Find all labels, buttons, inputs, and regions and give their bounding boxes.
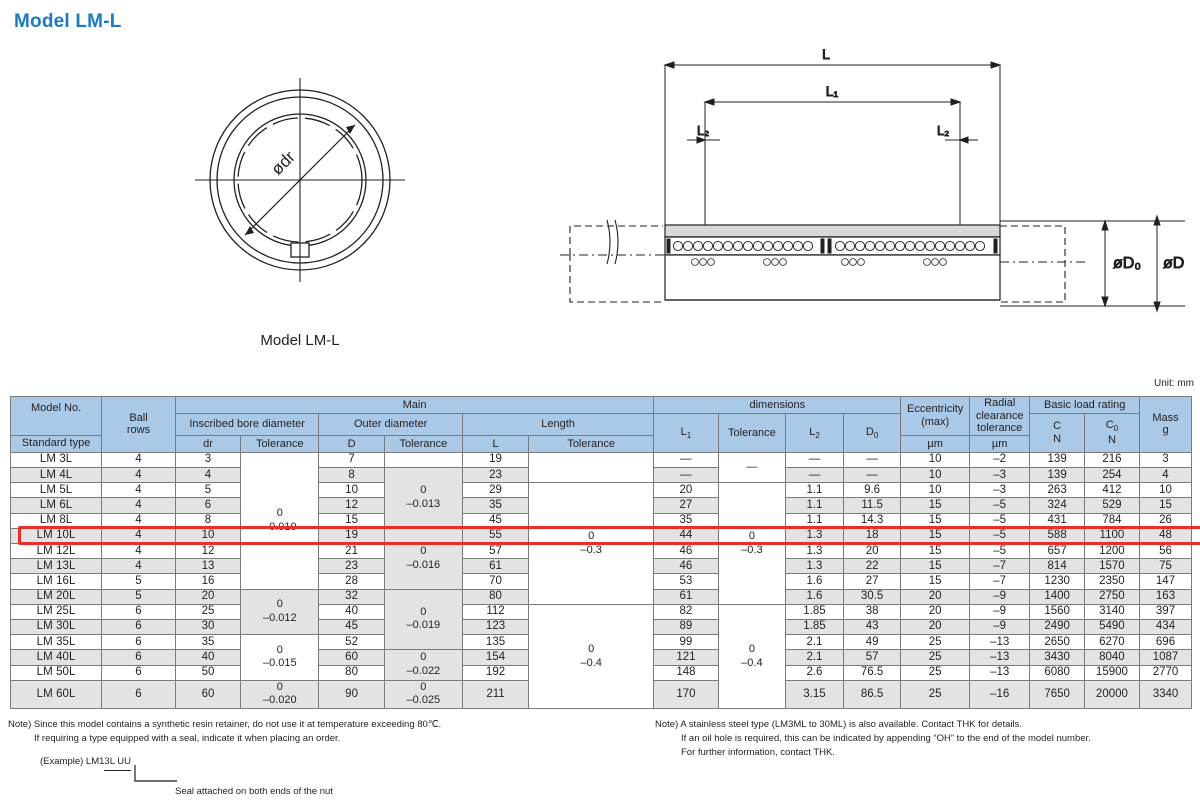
cell-dr: 13 <box>175 559 240 574</box>
cell-basic-load-C0: 15900 <box>1084 665 1139 680</box>
cell-mass: 56 <box>1140 544 1192 559</box>
cell-basic-load-C0: 216 <box>1084 452 1139 467</box>
section-view-caption: Model LM-L <box>260 332 340 349</box>
cell-mass: 75 <box>1140 559 1192 574</box>
cell-model-no: LM 50L <box>11 665 102 680</box>
header-C0: $C_0$ N <box>1084 414 1139 453</box>
cell-ball-rows: 4 <box>102 513 176 528</box>
cell-D-tolerance: 0 –0.022 <box>384 650 462 680</box>
cell-L1: 35 <box>654 513 718 528</box>
cell-ball-rows: 4 <box>102 559 176 574</box>
cell-ball-rows: 4 <box>102 528 176 543</box>
drawing-area <box>0 40 1200 375</box>
cell-D0: 14.3 <box>843 513 901 528</box>
cell-basic-load-C: 431 <box>1030 513 1084 528</box>
cell-L1-tolerance: 0 –0.3 <box>718 483 786 605</box>
cell-radial-clearance: –5 <box>969 528 1029 543</box>
cell-D-tolerance: 0 –0.025 <box>384 680 462 709</box>
cell-dr: 8 <box>175 513 240 528</box>
cell-model-no: LM 10L <box>11 528 102 543</box>
header-length: Length <box>462 414 653 436</box>
cell-dr: 25 <box>175 604 240 619</box>
cell-mass: 26 <box>1140 513 1192 528</box>
cell-D0: 76.5 <box>843 665 901 680</box>
table-header <box>11 397 1192 453</box>
header-L1-tolerance: Tolerance <box>718 414 786 453</box>
cell-dr: 20 <box>175 589 240 604</box>
cell-L: 35 <box>462 498 528 513</box>
header-D0: $D_0$ <box>843 414 901 453</box>
header-ball-rows: Ball rows <box>102 397 176 453</box>
cell-D: 32 <box>319 589 384 604</box>
cell-dr: 16 <box>175 574 240 589</box>
cell-D: 23 <box>319 559 384 574</box>
cell-D0: 49 <box>843 635 901 650</box>
dim-L2-left-label: L₂ <box>697 123 710 138</box>
cell-mass: 3340 <box>1140 680 1192 709</box>
cell-L2: 2.6 <box>786 665 844 680</box>
dim-phi-D-label: øD <box>1163 255 1185 272</box>
header-standard-type: Standard type <box>11 435 102 452</box>
header-radial-unit: µm <box>969 435 1029 452</box>
cell-dr: 3 <box>175 452 240 467</box>
cell-D: 28 <box>319 574 384 589</box>
cell-L: 29 <box>462 483 528 498</box>
cell-radial-clearance: –13 <box>969 665 1029 680</box>
cell-dr: 6 <box>175 498 240 513</box>
cell-L2: — <box>786 468 844 483</box>
cell-L: 135 <box>462 635 528 650</box>
cell-eccentricity: 25 <box>901 680 970 709</box>
cell-D0: 22 <box>843 559 901 574</box>
cell-D0: 18 <box>843 528 901 543</box>
cell-radial-clearance: –5 <box>969 513 1029 528</box>
cell-basic-load-C: 2650 <box>1030 635 1084 650</box>
cell-L1: 99 <box>654 635 718 650</box>
cell-ball-rows: 4 <box>102 452 176 467</box>
header-dr: dr <box>175 435 240 452</box>
cell-model-no: LM 13L <box>11 559 102 574</box>
dim-L1-label: L₁ <box>825 83 839 99</box>
note-left-label: Note) <box>8 719 32 730</box>
note-left-line1: Since this model contains a synthetic resin retainer, do not use it at temperature exceeding 80℃. <box>33 719 442 730</box>
cell-L1-tolerance: — <box>718 452 786 482</box>
cell-D0: 27 <box>843 574 901 589</box>
cell-D0: 86.5 <box>843 680 901 709</box>
cell-L2: 1.3 <box>786 528 844 543</box>
cell-D: 12 <box>319 498 384 513</box>
cell-basic-load-C0: 2350 <box>1084 574 1139 589</box>
cell-basic-load-C: 6080 <box>1030 665 1084 680</box>
uu-underline <box>104 770 131 771</box>
cell-model-no: LM 8L <box>11 513 102 528</box>
cell-L: 70 <box>462 574 528 589</box>
cell-D0: 43 <box>843 619 901 634</box>
header-basic-load-rating: Basic load rating <box>1030 397 1140 414</box>
cell-basic-load-C: 324 <box>1030 498 1084 513</box>
cell-basic-load-C0: 784 <box>1084 513 1139 528</box>
cell-mass: 10 <box>1140 483 1192 498</box>
table-row <box>11 604 1192 619</box>
cell-basic-load-C0: 1570 <box>1084 559 1139 574</box>
cell-D: 40 <box>319 604 384 619</box>
cell-eccentricity: 10 <box>901 468 970 483</box>
note-left-seal: Seal attached on both ends of the nut <box>175 786 333 797</box>
cell-L-tolerance: 0 –0.4 <box>529 604 654 708</box>
header-dr-tolerance: Tolerance <box>241 435 319 452</box>
cell-L2: 1.3 <box>786 544 844 559</box>
cell-dr-tolerance: 0 –0.015 <box>241 635 319 681</box>
cell-L1: 20 <box>654 483 718 498</box>
cell-L1: 148 <box>654 665 718 680</box>
cell-ball-rows: 4 <box>102 483 176 498</box>
cell-D-tolerance: 0 –0.016 <box>384 528 462 589</box>
cell-L: 61 <box>462 559 528 574</box>
cell-dr: 40 <box>175 650 240 665</box>
cell-L2: — <box>786 452 844 467</box>
cell-L: 154 <box>462 650 528 665</box>
cell-L1: 89 <box>654 619 718 634</box>
cell-eccentricity: 15 <box>901 498 970 513</box>
note-left <box>8 718 628 746</box>
cell-radial-clearance: –7 <box>969 559 1029 574</box>
cell-L1: 82 <box>654 604 718 619</box>
cell-dr: 50 <box>175 665 240 680</box>
cell-basic-load-C: 1400 <box>1030 589 1084 604</box>
cell-eccentricity: 15 <box>901 559 970 574</box>
cell-mass: 163 <box>1140 589 1192 604</box>
cell-L1: 46 <box>654 559 718 574</box>
cell-radial-clearance: –7 <box>969 574 1029 589</box>
dim-phi-D0-label: øD₀ <box>1113 255 1141 272</box>
cell-mass: 4 <box>1140 468 1192 483</box>
cell-D-tolerance <box>384 452 462 467</box>
cell-D: 45 <box>319 619 384 634</box>
cell-L2: 1.85 <box>786 604 844 619</box>
cell-dr: 60 <box>175 680 240 709</box>
cell-L2: 1.85 <box>786 619 844 634</box>
header-inscribed-bore-diameter: Inscribed bore diameter <box>175 414 319 436</box>
cell-ball-rows: 4 <box>102 468 176 483</box>
cell-radial-clearance: –13 <box>969 635 1029 650</box>
cell-L2: 1.6 <box>786 574 844 589</box>
cell-D0: 57 <box>843 650 901 665</box>
cell-D0: 11.5 <box>843 498 901 513</box>
cell-eccentricity: 10 <box>901 483 970 498</box>
cell-basic-load-C0: 3140 <box>1084 604 1139 619</box>
cell-mass: 434 <box>1140 619 1192 634</box>
cell-mass: 15 <box>1140 498 1192 513</box>
cell-radial-clearance: –3 <box>969 483 1029 498</box>
note-right-label: Note) <box>655 719 679 730</box>
cell-basic-load-C0: 20000 <box>1084 680 1139 709</box>
cell-basic-load-C: 1230 <box>1030 574 1084 589</box>
cell-model-no: LM 35L <box>11 635 102 650</box>
note-right-line2: If an oil hole is required, this can be indicated by appending “OH” to the end of the model number. <box>681 732 1091 744</box>
note-right-line1: A stainless steel type (LM3ML to 30ML) is also available. Contact THK for details. <box>680 719 1022 730</box>
cell-D0: 20 <box>843 544 901 559</box>
cell-basic-load-C0: 529 <box>1084 498 1139 513</box>
cell-D: 52 <box>319 635 384 650</box>
cell-basic-load-C: 139 <box>1030 468 1084 483</box>
cell-eccentricity: 10 <box>901 452 970 467</box>
cell-basic-load-C: 588 <box>1030 528 1084 543</box>
cell-dr: 12 <box>175 544 240 559</box>
cell-L-tolerance <box>529 452 654 482</box>
cell-D: 8 <box>319 468 384 483</box>
cell-dr: 10 <box>175 528 240 543</box>
cell-ball-rows: 4 <box>102 498 176 513</box>
header-main: Main <box>175 397 653 414</box>
cell-model-no: LM 25L <box>11 604 102 619</box>
header-L2: $L_2$ <box>786 414 844 453</box>
cell-L1: — <box>654 468 718 483</box>
cell-D0: 9.6 <box>843 483 901 498</box>
cell-mass: 696 <box>1140 635 1192 650</box>
page-title: Model LM-L <box>14 11 122 32</box>
header-D: D <box>319 435 384 452</box>
cell-ball-rows: 6 <box>102 619 176 634</box>
cross-section-drawing <box>150 60 450 310</box>
cell-radial-clearance: –3 <box>969 468 1029 483</box>
cell-mass: 2770 <box>1140 665 1192 680</box>
cell-basic-load-C0: 5490 <box>1084 619 1139 634</box>
cell-L2: 1.1 <box>786 483 844 498</box>
cell-model-no: LM 16L <box>11 574 102 589</box>
table-body <box>11 452 1192 708</box>
cell-radial-clearance: –9 <box>969 619 1029 634</box>
cell-L1: 121 <box>654 650 718 665</box>
cell-L1: 61 <box>654 589 718 604</box>
header-mass: Mass g <box>1140 397 1192 453</box>
cell-L2: 1.3 <box>786 559 844 574</box>
cell-L: 45 <box>462 513 528 528</box>
cell-L: 123 <box>462 619 528 634</box>
header-L1: $L_1$ <box>654 414 718 453</box>
cell-basic-load-C: 814 <box>1030 559 1084 574</box>
cell-basic-load-C0: 1200 <box>1084 544 1139 559</box>
cell-basic-load-C0: 8040 <box>1084 650 1139 665</box>
cell-eccentricity: 25 <box>901 635 970 650</box>
note-right-line3: For further information, contact THK. <box>681 746 835 758</box>
cell-L1: 170 <box>654 680 718 709</box>
cell-radial-clearance: –9 <box>969 589 1029 604</box>
cell-model-no: LM 60L <box>11 680 102 709</box>
cell-basic-load-C0: 2750 <box>1084 589 1139 604</box>
cell-D0: 38 <box>843 604 901 619</box>
cell-radial-clearance: –9 <box>969 604 1029 619</box>
cell-mass: 397 <box>1140 604 1192 619</box>
cell-D0: — <box>843 452 901 467</box>
cell-model-no: LM 4L <box>11 468 102 483</box>
cell-L1: 27 <box>654 498 718 513</box>
cell-L2: 1.1 <box>786 498 844 513</box>
cell-radial-clearance: –5 <box>969 498 1029 513</box>
cell-ball-rows: 4 <box>102 544 176 559</box>
cell-L: 55 <box>462 528 528 543</box>
table-row <box>11 483 1192 498</box>
cell-L1: 46 <box>654 544 718 559</box>
cell-dr-tolerance: 0 –0.020 <box>241 680 319 709</box>
cell-dr: 30 <box>175 619 240 634</box>
cell-D: 21 <box>319 544 384 559</box>
cell-eccentricity: 20 <box>901 589 970 604</box>
cell-basic-load-C: 139 <box>1030 452 1084 467</box>
cell-eccentricity: 25 <box>901 650 970 665</box>
cell-D: 10 <box>319 483 384 498</box>
dim-L-label: L <box>822 46 830 62</box>
header-L: L <box>462 435 528 452</box>
cell-eccentricity: 15 <box>901 544 970 559</box>
phi-dr-label: ødr <box>267 147 299 179</box>
header-L-tolerance: Tolerance <box>529 435 654 452</box>
cell-L2: 1.1 <box>786 513 844 528</box>
cell-basic-load-C: 2490 <box>1030 619 1084 634</box>
header-C: C N <box>1030 414 1084 453</box>
cell-L2: 2.1 <box>786 650 844 665</box>
header-eccentricity-unit: µm <box>901 435 970 452</box>
header-D-tolerance: Tolerance <box>384 435 462 452</box>
cell-basic-load-C0: 412 <box>1084 483 1139 498</box>
cell-L: 23 <box>462 468 528 483</box>
cell-L2: 2.1 <box>786 635 844 650</box>
cell-L1: 44 <box>654 528 718 543</box>
header-model-no: Model No. <box>11 397 102 436</box>
cell-model-no: LM 12L <box>11 544 102 559</box>
cell-eccentricity: 25 <box>901 665 970 680</box>
cell-dr-tolerance: 0 –0.012 <box>241 589 319 635</box>
table-row <box>11 452 1192 467</box>
cell-basic-load-C: 1560 <box>1030 604 1084 619</box>
dim-L2-right-label: L₂ <box>937 123 950 138</box>
cell-model-no: LM 3L <box>11 452 102 467</box>
cell-D-tolerance: 0 –0.019 <box>384 589 462 650</box>
cell-dr: 4 <box>175 468 240 483</box>
cell-radial-clearance: –5 <box>969 544 1029 559</box>
cell-basic-load-C: 3430 <box>1030 650 1084 665</box>
unit-label: Unit: mm <box>1154 378 1194 389</box>
cell-L: 211 <box>462 680 528 709</box>
cell-radial-clearance: –16 <box>969 680 1029 709</box>
cell-L-tolerance: 0 –0.3 <box>529 483 654 605</box>
header-outer-diameter: Outer diameter <box>319 414 463 436</box>
cell-model-no: LM 5L <box>11 483 102 498</box>
cell-basic-load-C: 263 <box>1030 483 1084 498</box>
cell-D: 60 <box>319 650 384 665</box>
specification-table-container <box>10 396 1192 709</box>
header-dimensions: dimensions <box>654 397 901 414</box>
cell-L1: — <box>654 452 718 467</box>
cell-basic-load-C: 657 <box>1030 544 1084 559</box>
note-right <box>655 718 1195 759</box>
seal-leader-line <box>131 765 177 787</box>
cell-dr: 35 <box>175 635 240 650</box>
header-eccentricity: Eccentricity (max) <box>901 397 970 436</box>
cell-basic-load-C0: 6270 <box>1084 635 1139 650</box>
cell-mass: 3 <box>1140 452 1192 467</box>
cell-ball-rows: 5 <box>102 574 176 589</box>
cell-eccentricity: 15 <box>901 574 970 589</box>
cell-ball-rows: 6 <box>102 680 176 709</box>
cell-eccentricity: 15 <box>901 528 970 543</box>
side-section-drawing <box>545 40 1195 370</box>
cell-D: 80 <box>319 665 384 680</box>
cell-ball-rows: 6 <box>102 650 176 665</box>
cell-basic-load-C0: 254 <box>1084 468 1139 483</box>
cell-ball-rows: 6 <box>102 604 176 619</box>
cell-D-tolerance: 0 –0.013 <box>384 468 462 529</box>
cell-eccentricity: 20 <box>901 619 970 634</box>
cell-model-no: LM 40L <box>11 650 102 665</box>
cell-L: 112 <box>462 604 528 619</box>
cell-model-no: LM 30L <box>11 619 102 634</box>
note-left-line2: If requiring a type equipped with a seal, indicate it when placing an order. <box>34 732 341 744</box>
cell-basic-load-C: 7650 <box>1030 680 1084 709</box>
cell-L: 57 <box>462 544 528 559</box>
cell-model-no: LM 20L <box>11 589 102 604</box>
cell-dr: 5 <box>175 483 240 498</box>
cell-L2: 1.6 <box>786 589 844 604</box>
cell-D0: — <box>843 468 901 483</box>
cell-D: 19 <box>319 528 384 543</box>
note-left-example: (Example) LM13L UU <box>40 756 131 767</box>
cell-radial-clearance: –2 <box>969 452 1029 467</box>
cell-L2: 3.15 <box>786 680 844 709</box>
cell-ball-rows: 6 <box>102 665 176 680</box>
cell-D: 90 <box>319 680 384 709</box>
cell-dr-tolerance: 0 –0.010 <box>241 452 319 589</box>
cell-model-no: LM 6L <box>11 498 102 513</box>
cell-D: 15 <box>319 513 384 528</box>
cell-L1: 53 <box>654 574 718 589</box>
cell-eccentricity: 20 <box>901 604 970 619</box>
cell-ball-rows: 5 <box>102 589 176 604</box>
header-radial-clearance-tolerance: Radial clearance tolerance <box>969 397 1029 436</box>
cell-L1-tolerance: 0 –0.4 <box>718 604 786 708</box>
cell-ball-rows: 6 <box>102 635 176 650</box>
cell-mass: 1087 <box>1140 650 1192 665</box>
cell-basic-load-C0: 1100 <box>1084 528 1139 543</box>
cell-mass: 48 <box>1140 528 1192 543</box>
cell-D0: 30.5 <box>843 589 901 604</box>
specification-table <box>10 396 1192 709</box>
cell-eccentricity: 15 <box>901 513 970 528</box>
cell-L: 192 <box>462 665 528 680</box>
cell-L: 80 <box>462 589 528 604</box>
cell-mass: 147 <box>1140 574 1192 589</box>
cell-D: 7 <box>319 452 384 467</box>
cell-radial-clearance: –13 <box>969 650 1029 665</box>
cell-L: 19 <box>462 452 528 467</box>
